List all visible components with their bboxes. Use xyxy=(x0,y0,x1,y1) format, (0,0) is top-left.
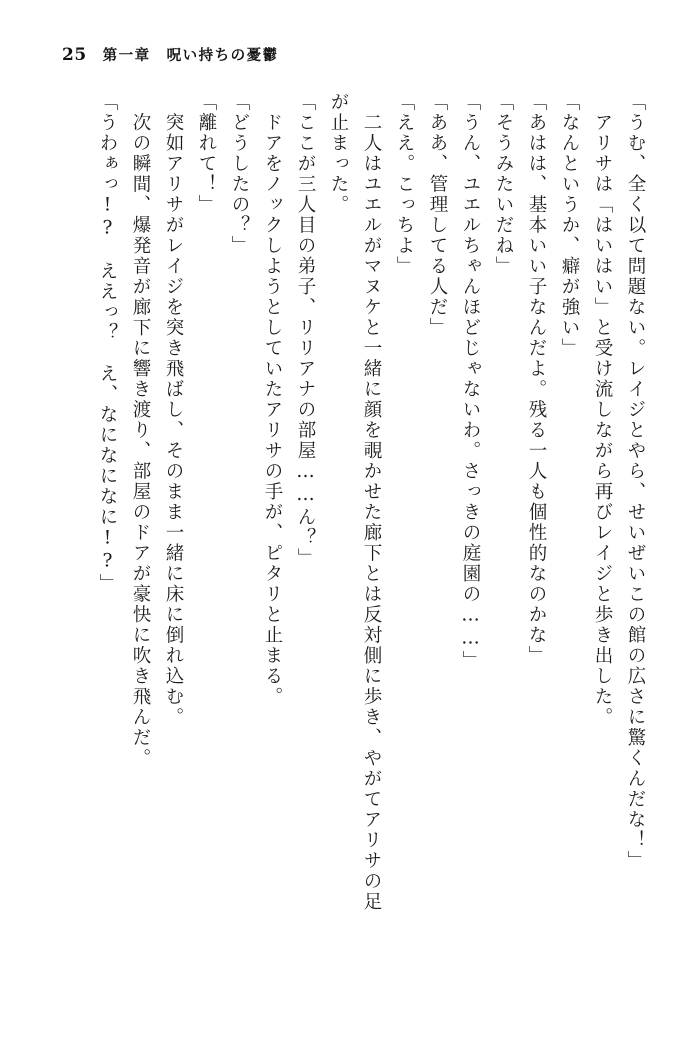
text-line: 「うむ、全く以て問題ない。レイジとやら、せいぜいこの館の広さに驚くんだな！」 xyxy=(625,92,646,871)
text-line: 「ええ。こっちよ」 xyxy=(394,92,415,277)
text-line: ドアをノックしようとしていたアリサの手が、ピタリと止まる。 xyxy=(262,92,283,707)
text-line: 「うん、ユエルちゃんほどじゃないわ。さっきの庭園の……」 xyxy=(460,92,481,671)
text-line: 「そうみたいだね」 xyxy=(493,92,514,277)
text-line: 突如アリサがレイジを突き飛ばし、そのまま一緒に床に倒れ込む。 xyxy=(163,92,184,728)
text-line: 「離れて！」 xyxy=(196,92,217,215)
text-line: 二人はユエルがマヌケと一緒に顔を覗かせた廊下とは反対側に歩き、やがてアリサの足 xyxy=(361,92,382,912)
text-line: 「なんというか、癖が強い」 xyxy=(559,92,580,359)
text-line: 「ここが三人目の弟子、リリアナの部屋……ん？」 xyxy=(295,92,316,569)
chapter-title: 第一章 呪い持ちの憂鬱 xyxy=(102,47,279,64)
text-line: 「うわぁっ!? ええっ？ え、なになになに!?」 xyxy=(97,92,118,594)
text-line: 次の瞬間、爆発音が廊下に響き渡り、部屋のドアが豪快に吹き飛んだ。 xyxy=(130,92,151,769)
vertical-text-body xyxy=(56,92,644,1002)
page-number: 25 xyxy=(62,45,87,65)
text-line: が止まった。 xyxy=(328,92,349,215)
text-line: 「ああ、管理してる人だ」 xyxy=(427,92,448,338)
text-line: 「あはは、基本いい子なんだよ。残る一人も個性的なのかな」 xyxy=(526,92,547,666)
running-header xyxy=(62,44,279,65)
text-line: 「どうしたの？」 xyxy=(229,92,250,256)
text-line: アリサは「はいはい」と受け流しながら再びレイジと歩き出した。 xyxy=(592,92,613,728)
